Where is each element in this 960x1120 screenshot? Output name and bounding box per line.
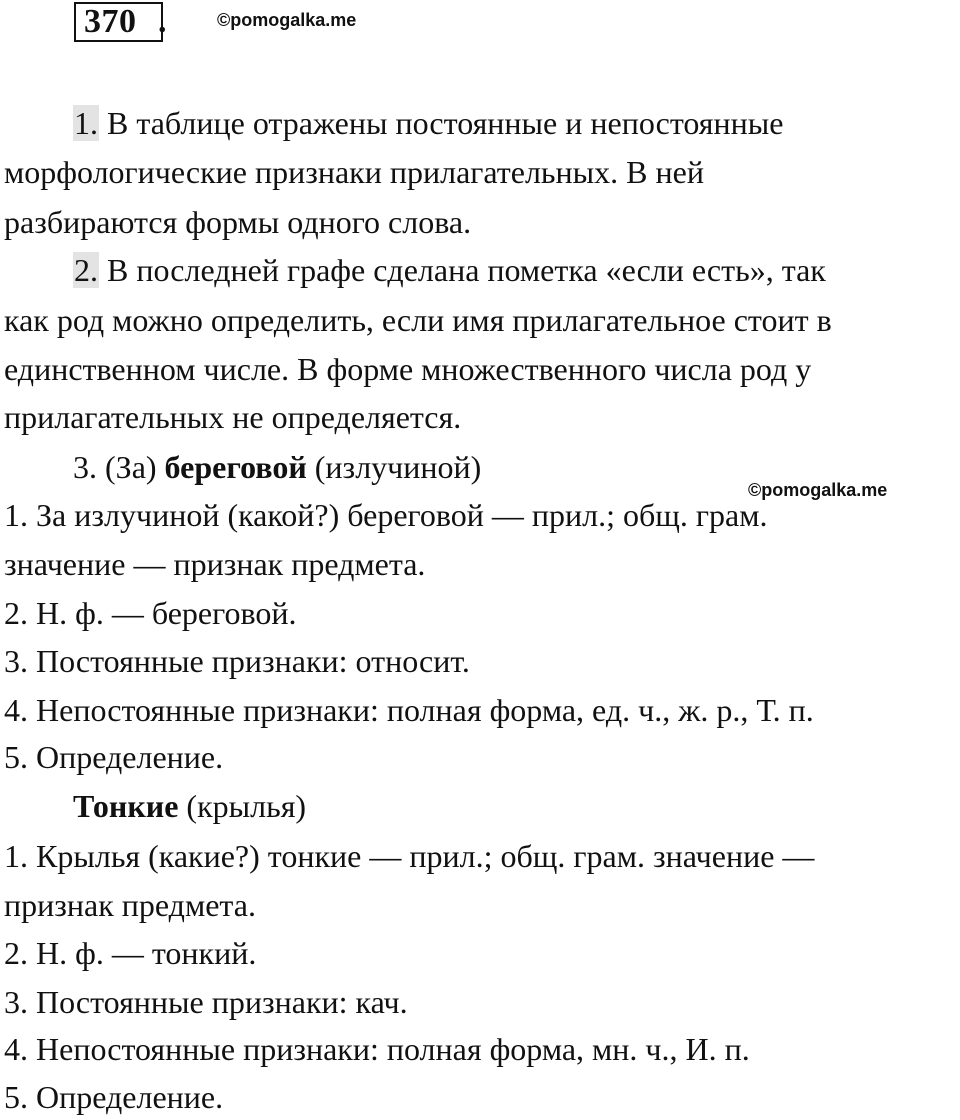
p3-line-2: значение — признак предмета. [4,546,426,582]
task-number-dot: . [158,3,167,40]
p4-line-5: 4. Непостоянные признаки: полная форма, мн. ч., И. п. [4,1031,750,1067]
p1-number: 1. [74,105,98,141]
watermark-middle: ©pomogalka.me [748,480,888,500]
p3-heading-prefix: 3. (За) [73,449,165,485]
p4-line-4: 3. Постоянные признаки: кач. [4,984,408,1020]
p3-line-6: 5. Определение. [4,739,224,775]
p1-line-1 [73,103,783,143]
p2-line-3: единственном числе. В форме множественного числа род у [4,351,812,387]
p2-line-1 [73,250,826,290]
p2-line-1-text: В последней графе сделана пометка «если есть», так [99,252,826,288]
p3-line-4: 3. Постоянные признаки: относит. [4,643,470,679]
p3-heading-word: береговой [164,449,307,485]
p3-line-5: 4. Непостоянные признаки: полная форма, ед. ч., ж. р., Т. п. [4,692,814,728]
p4-line-1: 1. Крылья (какие?) тонкие — прил.; общ. грам. значение — [4,838,815,874]
p4-heading-suffix: (крылья) [178,788,307,824]
p4-line-6: 5. Определение. [4,1079,224,1115]
p4-heading-word: Тонкие [73,788,179,824]
p3-heading [73,447,481,487]
p4-heading [73,786,306,826]
p1-line-3: разбираются формы одного слова. [4,204,472,240]
p1-line-1-text: В таблице отражены постоянные и непостоянные [99,105,784,141]
p3-heading-suffix: (излучиной) [306,449,482,485]
task-number: 370 [84,3,137,40]
p2-number: 2. [74,252,98,288]
p4-line-2: признак предмета. [4,887,256,923]
watermark-top: ©pomogalka.me [217,10,357,30]
p2-line-4: прилагательных не определяется. [4,399,462,435]
p3-line-1: 1. За излучиной (какой?) береговой — прил.; общ. грам. [4,497,768,533]
task-number-box [74,2,163,42]
p2-line-2: как род можно определить, если имя прилагательное стоит в [4,302,832,338]
p4-line-3: 2. Н. ф. — тонкий. [4,935,257,971]
p3-line-3: 2. Н. ф. — береговой. [4,595,297,631]
p1-line-2: морфологические признаки прилагательных. В ней [4,154,704,190]
